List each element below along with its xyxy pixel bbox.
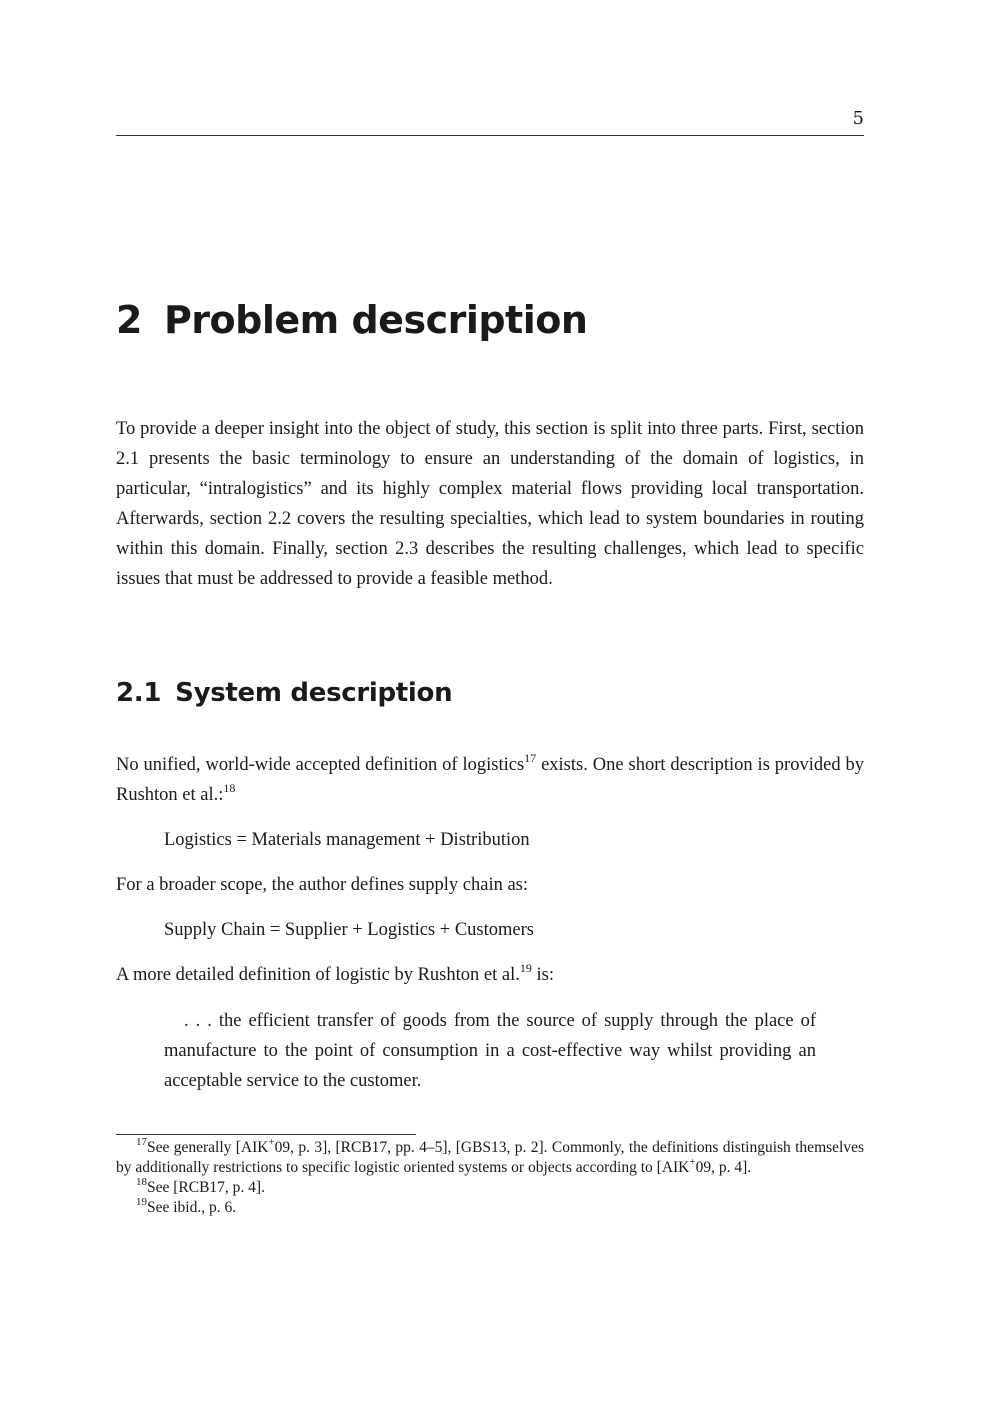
paragraph-text: is: <box>531 965 554 985</box>
footnote-ref-18[interactable]: 18 <box>223 780 236 795</box>
footnote-superscript: + <box>268 1135 275 1148</box>
footnote-mark: 18 <box>136 1175 147 1188</box>
footnote-text: See ibid., p. 6. <box>147 1199 237 1216</box>
section-title-text: System description <box>175 678 453 708</box>
chapter-title-text: Problem description <box>163 298 588 342</box>
quote-ellipsis: . . . <box>184 1011 212 1031</box>
page <box>116 0 864 1414</box>
footnote-text: 09, p. 4]. <box>695 1159 752 1176</box>
definition-quote <box>164 1006 816 1096</box>
intro-paragraph: To provide a deeper insight into the object of study, this section is split into three parts. First, section 2.1 presents the basic terminology to ensure an understanding of the domain of logistics, in particular, “intralogistics” and its highly complex material flows providing local transportation. Afterwards, section 2.2 covers the resulting specialties, which lead to system boundaries in routing within this domain. Finally, section 2.3 describes the resulting challenges, which lead to specific issues that must be addressed to provide a feasible method. <box>116 419 864 589</box>
logistics-equation: Logistics = Materials management + Distribution <box>164 830 530 850</box>
definition-paragraph <box>116 750 864 810</box>
footnote-mark: 17 <box>136 1135 147 1148</box>
footnote-18 <box>116 1175 864 1198</box>
chapter-number: 2 <box>116 298 142 342</box>
footnote-ref-19[interactable]: 19 <box>519 960 532 975</box>
running-header <box>116 108 864 136</box>
footnote-17 <box>116 1135 865 1178</box>
section-title <box>116 678 452 708</box>
supply-chain-equation: Supply Chain = Supplier + Logistics + Customers <box>164 920 534 940</box>
chapter-title <box>116 298 587 342</box>
footnote-rule <box>116 1134 416 1135</box>
footnote-text: See generally [AIK <box>147 1139 269 1156</box>
footnote-superscript: + <box>689 1155 696 1168</box>
paragraph-text: exists. One short description is provided by Rushton et al.: <box>116 755 864 805</box>
paragraph-text: No unified, world-wide accepted definition of logistics <box>116 755 525 775</box>
detailed-definition-intro <box>116 960 864 990</box>
footnote-ref-17[interactable]: 17 <box>524 750 537 765</box>
footnote-mark: 19 <box>136 1195 147 1208</box>
section-number: 2.1 <box>116 678 162 708</box>
footnote-19 <box>116 1195 864 1218</box>
footnote-text: 09, p. 3], [RCB17, pp. 4–5], [GBS13, p. 2]. Commonly, the definitions distinguish themselves by additionally restrictions to specific logistic oriented systems or objects according to [AIK <box>116 1139 865 1176</box>
page-number: 5 <box>852 108 864 129</box>
paragraph-text: A more detailed definition of logistic by Rushton et al. <box>116 965 520 985</box>
footnote-text: See [RCB17, p. 4]. <box>147 1179 265 1196</box>
quote-text: the efficient transfer of goods from the source of supply through the place of manufacture to the point of consumption in a cost-effective way whilst providing an acceptable service to the customer. <box>164 1011 816 1091</box>
footnotes <box>116 1135 865 1218</box>
supply-chain-intro: For a broader scope, the author defines supply chain as: <box>116 875 529 895</box>
